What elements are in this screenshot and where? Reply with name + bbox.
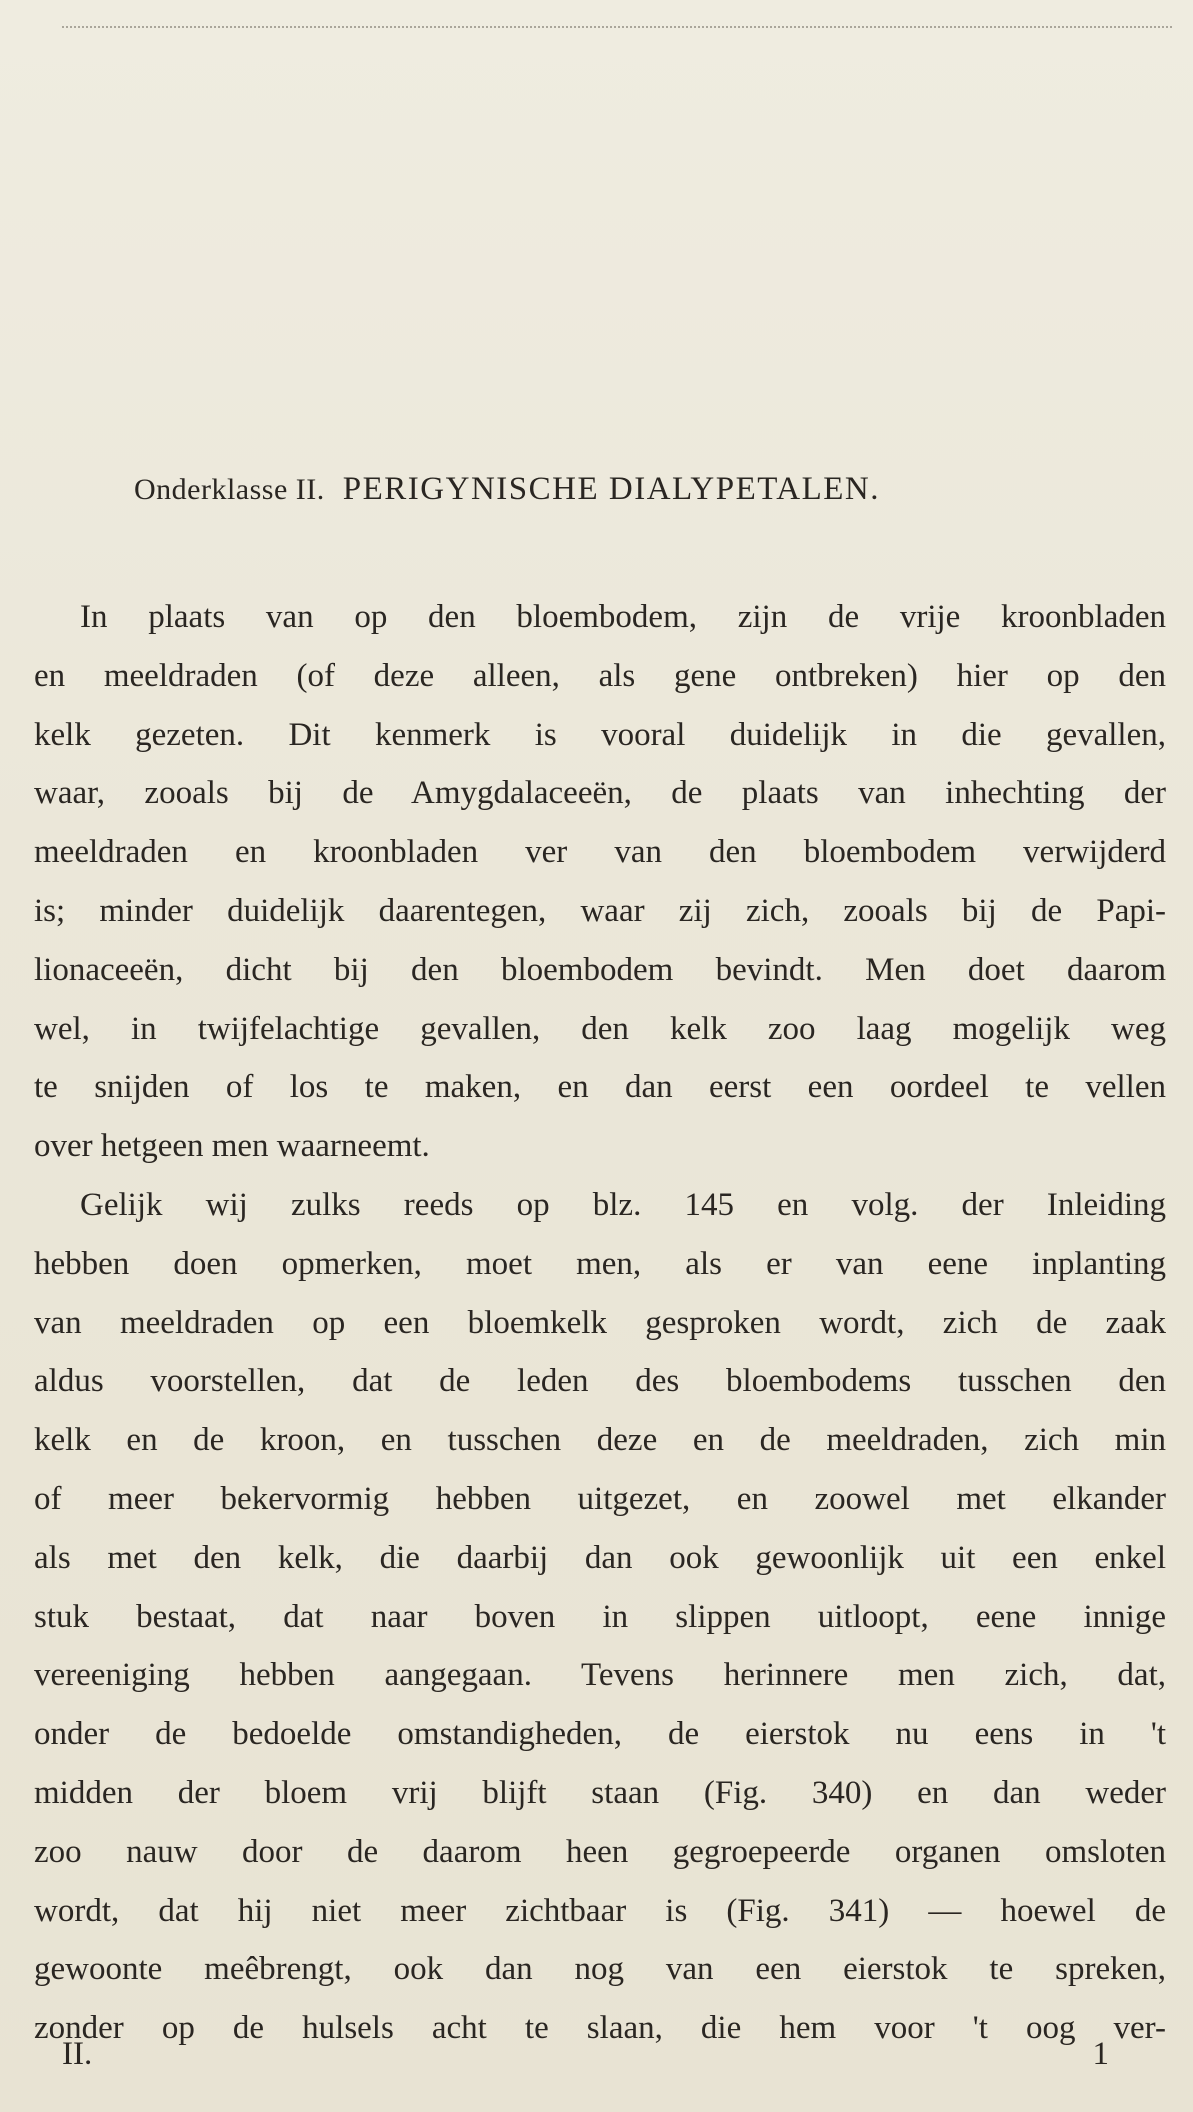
text-line: In plaats van op den bloembodem, zijn de vrije kroonbladen [80, 599, 1166, 635]
text-line: onder de bedoelde omstandigheden, de eierstok nu eens in 't [34, 1716, 1166, 1753]
text-line: wel, in twijfelachtige gevallen, den kelk zoo laag mogelijk weg [34, 1010, 1166, 1047]
text-line: zoo nauw door de daarom heen gegroepeerde organen omsloten [34, 1833, 1166, 1870]
text-line: hebben doen opmerken, moet men, als er van eene inplanting [34, 1245, 1166, 1282]
subclass-label: Onderklasse II. [134, 473, 325, 506]
text-line: gewoonte meêbrengt, ook dan nog van een eierstok te spreken, [34, 1951, 1166, 1988]
text-line: kelk gezeten. Dit kenmerk is vooral duidelijk in die gevallen, [34, 716, 1166, 753]
text-line: zonder op de hulsels acht te slaan, die hem voor 't oog ver- [34, 2010, 1166, 2047]
page-number: 1 [1092, 2036, 1109, 2072]
body-text [34, 588, 1166, 2058]
text-line: meeldraden en kroonbladen ver van den bloembodem verwijderd [34, 834, 1166, 871]
top-dotted-rule [62, 26, 1172, 34]
volume-number: II. [62, 2036, 93, 2072]
text-line: wordt, dat hij niet meer zichtbaar is (Fig. 341) — hoewel de [34, 1892, 1166, 1929]
section-heading [134, 470, 1094, 508]
text-line: vereeniging hebben aangegaan. Tevens herinnere men zich, dat, [34, 1657, 1166, 1694]
text-line: lionaceeën, dicht bij den bloembodem bevindt. Men doet daarom [34, 951, 1166, 988]
text-line: waar, zooals bij de Amygdalaceeën, de plaats van inhechting der [34, 775, 1166, 812]
text-line: Gelijk wij zulks reeds op blz. 145 en volg. der Inleiding [80, 1186, 1166, 1223]
text-line: stuk bestaat, dat naar boven in slippen uitloopt, eene innige [34, 1598, 1166, 1635]
text-line: als met den kelk, die daarbij dan ook gewoonlijk uit een enkel [34, 1539, 1166, 1576]
section-title: PERIGYNISCHE DIALYPETALEN. [342, 471, 880, 507]
text-line: aldus voorstellen, dat de leden des bloembodems tusschen den [34, 1363, 1166, 1400]
text-line: en meeldraden (of deze alleen, als gene ontbreken) hier op den [34, 657, 1166, 694]
text-line: is; minder duidelijk daarentegen, waar zij zich, zooals bij de Papi- [34, 892, 1166, 929]
text-line: van meeldraden op een bloemkelk gesproken wordt, zich de zaak [34, 1304, 1166, 1341]
text-line: midden der bloem vrij blijft staan (Fig. 340) en dan weder [34, 1774, 1166, 1811]
text-line: of meer bekervormig hebben uitgezet, en zoowel met elkander [34, 1480, 1166, 1517]
text-line: over hetgeen men waarneemt. [34, 1128, 430, 1165]
text-line: kelk en de kroon, en tusschen deze en de meeldraden, zich min [34, 1422, 1166, 1459]
text-line: te snijden of los te maken, en dan eerst een oordeel te vellen [34, 1069, 1166, 1106]
